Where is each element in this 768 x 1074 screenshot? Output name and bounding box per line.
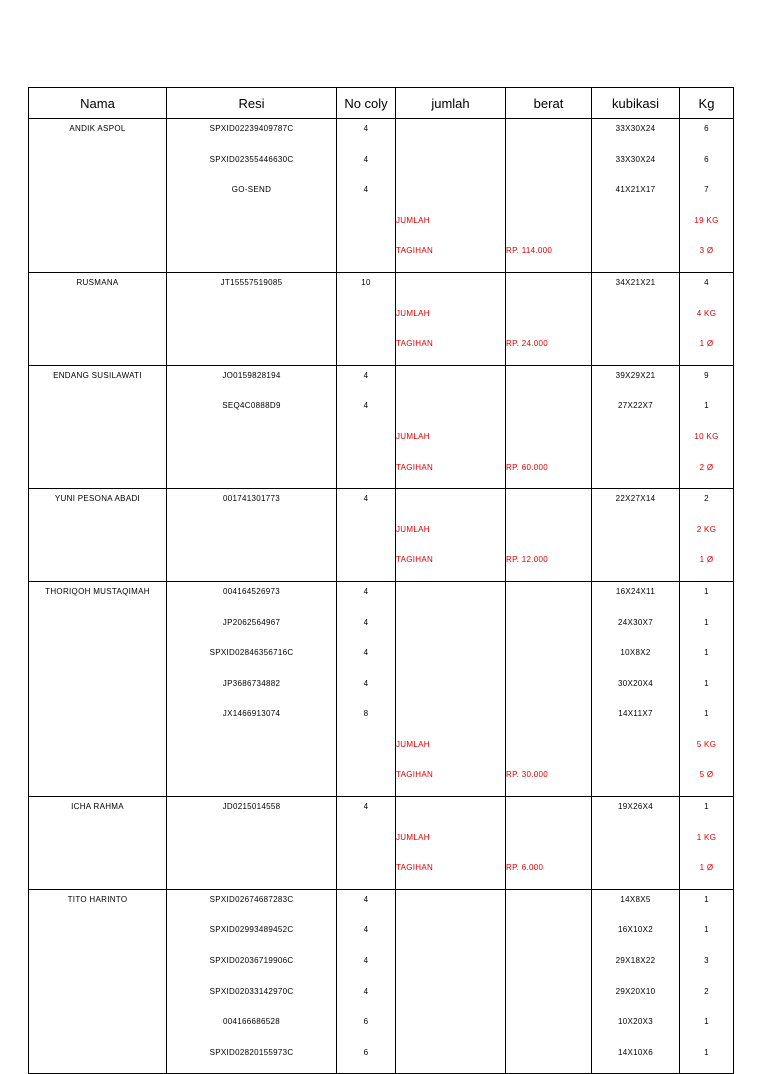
table-row [29,180,734,211]
shipment-table [28,87,734,1074]
cell-kg: 1 Ø [680,550,734,581]
cell-no-coly [337,828,396,859]
table-row [29,581,734,612]
cell-resi [167,334,337,365]
cell-jumlah [396,365,506,396]
cell-resi: 004164526973 [167,581,337,612]
cell-jumlah [396,489,506,520]
cell-no-coly: 4 [337,797,396,828]
cell-nama [29,674,167,705]
cell-kg: 1 [680,674,734,705]
cell-kg: 1 [680,797,734,828]
cell-berat [506,735,592,766]
cell-no-coly: 4 [337,889,396,920]
cell-nama [29,211,167,242]
cell-jumlah [396,920,506,951]
table-row [29,1012,734,1043]
cell-nama [29,613,167,644]
cell-jumlah: JUMLAH [396,211,506,242]
table-row [29,613,734,644]
cell-kubikasi [592,520,680,551]
cell-nama: YUNI PESONA ABADI [29,489,167,520]
cell-jumlah [396,272,506,303]
cell-kg: 2 KG [680,520,734,551]
cell-jumlah [396,797,506,828]
table-row [29,858,734,889]
cell-kg: 1 Ø [680,334,734,365]
cell-berat [506,427,592,458]
cell-nama [29,180,167,211]
cell-kg: 2 Ø [680,458,734,489]
cell-resi [167,520,337,551]
cell-resi: SEQ4C0888D9 [167,396,337,427]
cell-berat [506,304,592,335]
cell-kg: 1 [680,613,734,644]
cell-kubikasi: 34X21X21 [592,272,680,303]
cell-kg: 3 [680,951,734,982]
cell-kg: 19 KG [680,211,734,242]
cell-no-coly: 4 [337,365,396,396]
cell-resi [167,765,337,796]
cell-kubikasi [592,858,680,889]
table-row [29,241,734,272]
cell-kubikasi: 33X30X24 [592,119,680,150]
cell-kg: 1 KG [680,828,734,859]
cell-kg: 7 [680,180,734,211]
cell-jumlah: TAGIHAN [396,550,506,581]
cell-berat [506,150,592,181]
cell-nama [29,241,167,272]
cell-no-coly: 4 [337,180,396,211]
cell-kubikasi: 29X20X10 [592,982,680,1013]
cell-berat [506,643,592,674]
cell-nama [29,735,167,766]
table-row [29,550,734,581]
cell-berat: RP. 30.000 [506,765,592,796]
cell-berat [506,581,592,612]
cell-berat [506,119,592,150]
cell-jumlah [396,581,506,612]
cell-no-coly: 4 [337,674,396,705]
cell-jumlah: TAGIHAN [396,334,506,365]
cell-resi: JP2062564967 [167,613,337,644]
cell-resi: SPXID02993489452C [167,920,337,951]
cell-resi: SPXID02033142970C [167,982,337,1013]
cell-berat [506,1043,592,1074]
cell-resi: SPXID02036719906C [167,951,337,982]
header-row [29,88,734,119]
table-row [29,334,734,365]
cell-resi [167,858,337,889]
cell-kg: 1 [680,704,734,735]
table-row [29,396,734,427]
cell-kubikasi: 14X8X5 [592,889,680,920]
cell-no-coly: 8 [337,704,396,735]
cell-no-coly: 6 [337,1043,396,1074]
header-no-coly: No coly [337,88,396,119]
header-jumlah: jumlah [396,88,506,119]
cell-resi: SPXID02674687283C [167,889,337,920]
header-kg: Kg [680,88,734,119]
cell-nama [29,520,167,551]
cell-berat [506,951,592,982]
cell-kubikasi: 39X29X21 [592,365,680,396]
cell-jumlah [396,643,506,674]
cell-no-coly: 4 [337,643,396,674]
cell-nama [29,1012,167,1043]
cell-jumlah: JUMLAH [396,828,506,859]
cell-kg: 10 KG [680,427,734,458]
cell-nama [29,704,167,735]
table-body [29,119,734,1074]
cell-berat [506,982,592,1013]
cell-resi [167,211,337,242]
table-row [29,365,734,396]
cell-kubikasi [592,211,680,242]
cell-jumlah [396,119,506,150]
cell-nama [29,427,167,458]
cell-berat [506,1012,592,1043]
cell-kg: 2 [680,489,734,520]
cell-no-coly: 4 [337,920,396,951]
cell-resi [167,828,337,859]
cell-nama [29,150,167,181]
cell-resi [167,427,337,458]
cell-kg: 5 KG [680,735,734,766]
cell-no-coly [337,520,396,551]
cell-resi: JT15557519085 [167,272,337,303]
cell-nama: ANDIK ASPOL [29,119,167,150]
cell-kg: 3 Ø [680,241,734,272]
table-row [29,427,734,458]
cell-kg: 1 Ø [680,858,734,889]
cell-kubikasi: 14X10X6 [592,1043,680,1074]
cell-kubikasi [592,427,680,458]
cell-berat [506,613,592,644]
cell-nama: TITO HARINTO [29,889,167,920]
cell-jumlah: TAGIHAN [396,241,506,272]
cell-kg: 4 KG [680,304,734,335]
cell-resi: JO0159828194 [167,365,337,396]
cell-kubikasi: 10X8X2 [592,643,680,674]
cell-berat [506,489,592,520]
cell-kg: 9 [680,365,734,396]
cell-no-coly: 4 [337,119,396,150]
cell-berat: RP. 60.000 [506,458,592,489]
cell-resi [167,304,337,335]
cell-kubikasi: 16X10X2 [592,920,680,951]
table-row [29,272,734,303]
cell-kubikasi: 24X30X7 [592,613,680,644]
cell-berat [506,889,592,920]
cell-no-coly: 4 [337,581,396,612]
cell-no-coly [337,304,396,335]
header-berat: berat [506,88,592,119]
cell-kubikasi: 10X20X3 [592,1012,680,1043]
cell-berat [506,520,592,551]
cell-kg: 4 [680,272,734,303]
cell-nama: ICHA RAHMA [29,797,167,828]
table-row [29,797,734,828]
cell-jumlah [396,180,506,211]
cell-no-coly: 10 [337,272,396,303]
table-row [29,489,734,520]
cell-berat [506,396,592,427]
cell-no-coly [337,241,396,272]
cell-nama: RUSMANA [29,272,167,303]
header-resi: Resi [167,88,337,119]
cell-jumlah: TAGIHAN [396,765,506,796]
table-row [29,920,734,951]
cell-nama [29,396,167,427]
cell-kg: 1 [680,889,734,920]
cell-jumlah [396,1043,506,1074]
cell-nama [29,458,167,489]
cell-jumlah [396,613,506,644]
cell-jumlah [396,396,506,427]
cell-jumlah [396,674,506,705]
cell-kubikasi: 22X27X14 [592,489,680,520]
table-row [29,951,734,982]
cell-kg: 1 [680,581,734,612]
cell-nama [29,550,167,581]
table-row [29,304,734,335]
cell-kg: 2 [680,982,734,1013]
cell-no-coly: 4 [337,613,396,644]
cell-kubikasi [592,735,680,766]
cell-nama [29,951,167,982]
cell-nama [29,858,167,889]
table-row [29,458,734,489]
cell-berat: RP. 12.000 [506,550,592,581]
cell-berat [506,272,592,303]
cell-jumlah [396,1012,506,1043]
cell-kubikasi: 41X21X17 [592,180,680,211]
cell-kubikasi [592,241,680,272]
cell-jumlah [396,150,506,181]
cell-jumlah: JUMLAH [396,735,506,766]
header-kubikasi: kubikasi [592,88,680,119]
cell-no-coly: 4 [337,489,396,520]
cell-resi: GO-SEND [167,180,337,211]
cell-kg: 1 [680,1043,734,1074]
cell-kubikasi: 29X18X22 [592,951,680,982]
cell-nama [29,920,167,951]
cell-kubikasi: 27X22X7 [592,396,680,427]
cell-jumlah: TAGIHAN [396,458,506,489]
cell-no-coly: 4 [337,150,396,181]
cell-nama [29,982,167,1013]
header-nama: Nama [29,88,167,119]
cell-kubikasi [592,304,680,335]
table-row [29,119,734,150]
cell-resi [167,241,337,272]
table-row [29,150,734,181]
cell-no-coly [337,550,396,581]
cell-jumlah: TAGIHAN [396,858,506,889]
cell-kg: 5 Ø [680,765,734,796]
table-row [29,704,734,735]
cell-no-coly [337,334,396,365]
cell-no-coly [337,858,396,889]
cell-nama [29,304,167,335]
cell-nama [29,1043,167,1074]
cell-resi [167,735,337,766]
cell-kubikasi [592,550,680,581]
cell-jumlah [396,951,506,982]
table-row [29,982,734,1013]
cell-berat [506,828,592,859]
cell-jumlah [396,889,506,920]
cell-kubikasi [592,334,680,365]
cell-berat [506,920,592,951]
cell-kg: 6 [680,150,734,181]
cell-berat [506,211,592,242]
cell-kubikasi [592,765,680,796]
cell-resi: SPXID02846356716C [167,643,337,674]
cell-kg: 1 [680,643,734,674]
table-row [29,735,734,766]
cell-berat: RP. 6.000 [506,858,592,889]
cell-nama [29,334,167,365]
table-row [29,889,734,920]
cell-kubikasi: 16X24X11 [592,581,680,612]
cell-berat: RP. 114.000 [506,241,592,272]
table-row [29,211,734,242]
table-row [29,674,734,705]
cell-kg: 1 [680,396,734,427]
cell-no-coly: 4 [337,396,396,427]
cell-no-coly: 6 [337,1012,396,1043]
table-row [29,1043,734,1074]
cell-kubikasi [592,458,680,489]
cell-jumlah: JUMLAH [396,304,506,335]
cell-berat [506,180,592,211]
cell-resi: SPXID02820155973C [167,1043,337,1074]
cell-nama [29,828,167,859]
cell-no-coly [337,735,396,766]
cell-resi: 004166686528 [167,1012,337,1043]
cell-berat [506,674,592,705]
cell-berat [506,797,592,828]
cell-jumlah [396,704,506,735]
cell-no-coly [337,765,396,796]
cell-kg: 1 [680,920,734,951]
cell-resi: JP3686734882 [167,674,337,705]
cell-no-coly [337,211,396,242]
cell-no-coly [337,427,396,458]
cell-jumlah: JUMLAH [396,427,506,458]
cell-berat [506,704,592,735]
cell-resi: 001741301773 [167,489,337,520]
table-row [29,765,734,796]
cell-resi: JD0215014558 [167,797,337,828]
table-row [29,643,734,674]
cell-no-coly: 4 [337,951,396,982]
cell-kg: 6 [680,119,734,150]
cell-resi: JX1466913074 [167,704,337,735]
cell-no-coly [337,458,396,489]
table-row [29,828,734,859]
cell-resi [167,550,337,581]
cell-kubikasi [592,828,680,859]
cell-nama [29,643,167,674]
cell-jumlah [396,982,506,1013]
cell-resi: SPXID02355446630C [167,150,337,181]
cell-nama [29,765,167,796]
cell-kubikasi: 30X20X4 [592,674,680,705]
table-row [29,520,734,551]
cell-resi [167,458,337,489]
cell-kg: 1 [680,1012,734,1043]
cell-kubikasi: 14X11X7 [592,704,680,735]
cell-nama: THORIQOH MUSTAQIMAH [29,581,167,612]
cell-resi: SPXID02239409787C [167,119,337,150]
cell-nama: ENDANG SUSILAWATI [29,365,167,396]
cell-berat [506,365,592,396]
cell-no-coly: 4 [337,982,396,1013]
cell-kubikasi: 33X30X24 [592,150,680,181]
cell-berat: RP. 24.000 [506,334,592,365]
cell-kubikasi: 19X26X4 [592,797,680,828]
cell-jumlah: JUMLAH [396,520,506,551]
